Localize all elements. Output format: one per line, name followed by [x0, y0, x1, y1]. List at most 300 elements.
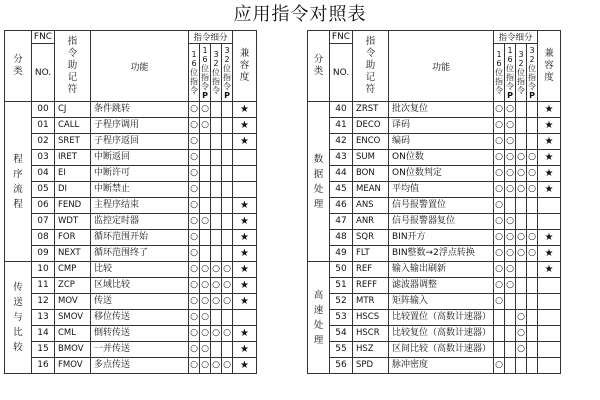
category-cell: 高速处理	[308, 262, 330, 374]
function-desc: 中断禁止	[91, 182, 189, 198]
mark-16bit: ○	[189, 230, 200, 246]
mark-16bit-p: ○	[505, 166, 516, 182]
compat-star	[538, 198, 561, 214]
compat-star	[233, 150, 257, 166]
table-row	[5, 214, 257, 230]
mark-16bit	[494, 310, 505, 326]
mark-32bit	[211, 118, 222, 134]
mark-32bit	[516, 262, 527, 278]
mnemonic: HSZ	[353, 342, 389, 358]
compat-header: 兼容度	[538, 31, 561, 102]
table-row	[308, 118, 561, 134]
mnemonic: FEND	[55, 198, 91, 214]
mark-32bit-p	[222, 246, 233, 262]
b32-header: 3 2 位 指 令	[516, 44, 527, 102]
table-row	[5, 342, 257, 358]
mark-16bit: ○	[189, 198, 200, 214]
mnemonic: CALL	[55, 118, 91, 134]
function-desc: 平均值	[389, 182, 494, 198]
table-row	[308, 134, 561, 150]
function-desc: 主程序结束	[91, 198, 189, 214]
mark-32bit-p	[527, 198, 538, 214]
fnc-number: 44	[330, 166, 353, 182]
table-row	[5, 230, 257, 246]
fnc-number: 11	[32, 278, 55, 294]
table-row	[5, 102, 257, 118]
function-desc: 倒转传送	[91, 326, 189, 342]
mark-32bit-p: ○	[222, 326, 233, 342]
compat-star	[538, 278, 561, 294]
compat-star	[233, 166, 257, 182]
mnemonic: EI	[55, 166, 91, 182]
mark-16bit-p	[200, 150, 211, 166]
mnemonic: IRET	[55, 150, 91, 166]
compat-star: ★	[233, 326, 257, 342]
mnemonic: MTR	[353, 294, 389, 310]
no-header: NO.	[330, 44, 353, 102]
subdivision-header: 指令细分	[189, 31, 233, 44]
mnemonic: FLT	[353, 246, 389, 262]
mark-16bit-p: ○	[200, 102, 211, 118]
function-desc: 移位传送	[91, 310, 189, 326]
mark-32bit-p: ○	[527, 246, 538, 262]
mnemonic: REFF	[353, 278, 389, 294]
mnemonic: SQR	[353, 230, 389, 246]
function-desc: 批次复位	[389, 102, 494, 118]
mark-16bit-p: ○	[505, 214, 516, 230]
category-header: 分类	[5, 31, 32, 102]
mark-16bit: ○	[494, 182, 505, 198]
mark-16bit-p: ○	[200, 294, 211, 310]
mark-16bit: ○	[494, 134, 505, 150]
mark-32bit-p	[527, 134, 538, 150]
fnc-number: 15	[32, 342, 55, 358]
fnc-number: 52	[330, 294, 353, 310]
mark-32bit: ○	[211, 358, 222, 374]
mark-16bit: ○	[494, 278, 505, 294]
mark-16bit-p: ○	[505, 182, 516, 198]
table-row	[5, 134, 257, 150]
category-cell: 传送与比较	[5, 262, 32, 374]
mark-16bit: ○	[494, 262, 505, 278]
mark-16bit: ○	[189, 102, 200, 118]
mark-32bit-p	[222, 342, 233, 358]
fnc-header: FNC	[32, 31, 55, 44]
function-desc: 中断许可	[91, 166, 189, 182]
function-desc: BIN开方	[389, 230, 494, 246]
mark-32bit	[211, 182, 222, 198]
mark-16bit-p: ○	[200, 342, 211, 358]
fnc-number: 02	[32, 134, 55, 150]
compat-star: ★	[538, 262, 561, 278]
fnc-number: 51	[330, 278, 353, 294]
compat-star: ★	[538, 230, 561, 246]
fnc-number: 56	[330, 358, 353, 374]
mark-16bit: ○	[189, 310, 200, 326]
table-row	[308, 358, 561, 374]
mark-32bit	[211, 214, 222, 230]
fnc-number: 06	[32, 198, 55, 214]
function-desc: 传送	[91, 294, 189, 310]
b32-header: 3 2 位 指 令	[211, 44, 222, 102]
compat-star: ★	[538, 118, 561, 134]
function-desc: 比较	[91, 262, 189, 278]
mnemonic: DI	[55, 182, 91, 198]
table-row	[5, 150, 257, 166]
mnemonic: SRET	[55, 134, 91, 150]
mark-32bit: ○	[516, 342, 527, 358]
compat-star: ★	[233, 246, 257, 262]
function-desc: 矩阵输入	[389, 294, 494, 310]
compat-star	[233, 310, 257, 326]
table-row	[5, 246, 257, 262]
table-row	[308, 102, 561, 118]
mnemonic-header: 指令助记符	[55, 31, 91, 102]
table-row	[308, 230, 561, 246]
compat-star	[538, 310, 561, 326]
mark-32bit: ○	[516, 166, 527, 182]
mark-16bit: ○	[189, 358, 200, 374]
mark-16bit-p: ○	[505, 118, 516, 134]
fnc-number: 53	[330, 310, 353, 326]
mark-16bit: ○	[494, 358, 505, 374]
mnemonic: HSCR	[353, 326, 389, 342]
mark-32bit-p: ○	[222, 278, 233, 294]
mnemonic: DECO	[353, 118, 389, 134]
compat-star: ★	[538, 102, 561, 118]
compat-star	[538, 326, 561, 342]
table-row	[5, 262, 257, 278]
mark-32bit: ○	[211, 278, 222, 294]
mark-32bit	[211, 310, 222, 326]
mnemonic: ANS	[353, 198, 389, 214]
compat-star: ★	[233, 118, 257, 134]
mark-16bit-p	[505, 342, 516, 358]
table-row	[308, 182, 561, 198]
mark-16bit-p: ○	[505, 246, 516, 262]
mark-32bit	[211, 150, 222, 166]
function-desc: 监控定时器	[91, 214, 189, 230]
fnc-number: 13	[32, 310, 55, 326]
table-row	[5, 310, 257, 326]
fnc-number: 46	[330, 198, 353, 214]
function-desc: 译码	[389, 118, 494, 134]
compat-star	[233, 182, 257, 198]
fnc-number: 43	[330, 150, 353, 166]
mark-32bit	[211, 134, 222, 150]
table-row	[308, 246, 561, 262]
mark-32bit: ○	[211, 326, 222, 342]
fnc-number: 08	[32, 230, 55, 246]
b16p-header: 1 6 位 指 令 P	[506, 45, 514, 100]
function-desc: BIN整数→2浮点转换	[389, 246, 494, 262]
b16-header: 1 6 位 指 令	[494, 44, 505, 102]
mark-16bit-p	[200, 166, 211, 182]
mark-16bit	[494, 326, 505, 342]
mark-32bit-p	[527, 326, 538, 342]
mark-32bit: ○	[211, 262, 222, 278]
mark-32bit-p: ○	[222, 262, 233, 278]
mark-32bit	[516, 294, 527, 310]
mark-16bit: ○	[494, 294, 505, 310]
function-desc: 编码	[389, 134, 494, 150]
table-row	[308, 198, 561, 214]
b32p-header: 3 2 位 指 令 P	[528, 45, 536, 100]
table-row	[308, 342, 561, 358]
mark-16bit: ○	[189, 246, 200, 262]
mark-32bit-p: ○	[222, 294, 233, 310]
mark-16bit-p: ○	[505, 102, 516, 118]
no-header: NO.	[32, 44, 55, 102]
b16p-header: 1 6 位 指 令 P	[201, 45, 209, 100]
mark-16bit-p: ○	[505, 134, 516, 150]
mark-32bit-p	[222, 150, 233, 166]
table-row	[5, 166, 257, 182]
mark-16bit-p: ○	[200, 358, 211, 374]
mark-32bit	[516, 278, 527, 294]
left-instruction-table	[4, 30, 257, 374]
mnemonic: MOV	[55, 294, 91, 310]
function-desc: 滤波器调整	[389, 278, 494, 294]
mnemonic: ANR	[353, 214, 389, 230]
mark-32bit: ○	[516, 230, 527, 246]
compat-star: ★	[233, 198, 257, 214]
fnc-number: 47	[330, 214, 353, 230]
compat-star: ★	[538, 150, 561, 166]
mark-16bit: ○	[494, 150, 505, 166]
mark-16bit: ○	[189, 214, 200, 230]
compat-star: ★	[233, 134, 257, 150]
mark-32bit-p	[527, 214, 538, 230]
table-row	[308, 262, 561, 278]
mnemonic: SPD	[353, 358, 389, 374]
compat-header: 兼容度	[233, 31, 257, 102]
table-row	[5, 198, 257, 214]
compat-star: ★	[233, 342, 257, 358]
fnc-number: 00	[32, 102, 55, 118]
mark-32bit-p	[222, 214, 233, 230]
function-desc: 子程序返回	[91, 134, 189, 150]
right-table	[307, 30, 561, 374]
mark-16bit: ○	[494, 214, 505, 230]
function-desc: 中断返回	[91, 150, 189, 166]
compat-star: ★	[233, 102, 257, 118]
mnemonic: REF	[353, 262, 389, 278]
mark-32bit-p: ○	[527, 230, 538, 246]
category-header: 分类	[308, 31, 330, 102]
mark-32bit	[516, 358, 527, 374]
table-row	[5, 358, 257, 374]
mark-16bit	[494, 342, 505, 358]
table-row	[5, 182, 257, 198]
function-desc: 区域比较	[91, 278, 189, 294]
mark-32bit-p	[222, 310, 233, 326]
mark-32bit	[211, 166, 222, 182]
table-row	[308, 326, 561, 342]
mnemonic: NEXT	[55, 246, 91, 262]
mark-16bit-p	[505, 310, 516, 326]
subdivision-header: 指令细分	[494, 31, 538, 44]
mark-16bit: ○	[494, 118, 505, 134]
left-table	[4, 30, 257, 374]
fnc-header: FNC	[330, 31, 353, 44]
fnc-number: 04	[32, 166, 55, 182]
b32p-header: 3 2 位 指 令 P	[223, 45, 231, 100]
fnc-number: 55	[330, 342, 353, 358]
mark-32bit-p	[222, 198, 233, 214]
mark-16bit-p	[505, 198, 516, 214]
mark-16bit-p: ○	[200, 214, 211, 230]
mark-16bit: ○	[494, 166, 505, 182]
compat-star: ★	[538, 134, 561, 150]
mnemonic: SMOV	[55, 310, 91, 326]
mark-16bit-p	[200, 230, 211, 246]
mnemonic: BMOV	[55, 342, 91, 358]
function-desc: 区间比较（高数计速器）	[389, 342, 494, 358]
mark-16bit: ○	[189, 182, 200, 198]
function-header: 功能	[91, 31, 189, 102]
mnemonic: ZRST	[353, 102, 389, 118]
fnc-number: 48	[330, 230, 353, 246]
compat-star	[538, 294, 561, 310]
mark-32bit-p	[527, 102, 538, 118]
compat-star	[538, 358, 561, 374]
fnc-number: 09	[32, 246, 55, 262]
mark-16bit-p	[200, 182, 211, 198]
mark-32bit: ○	[516, 182, 527, 198]
fnc-number: 49	[330, 246, 353, 262]
function-desc: 一并传送	[91, 342, 189, 358]
table-row	[5, 118, 257, 134]
mark-32bit-p	[527, 278, 538, 294]
mark-32bit: ○	[211, 294, 222, 310]
mark-32bit: ○	[516, 310, 527, 326]
fnc-number: 16	[32, 358, 55, 374]
mark-32bit	[211, 230, 222, 246]
function-desc: 信号报警置位	[389, 198, 494, 214]
mnemonic: MEAN	[353, 182, 389, 198]
mark-16bit-p	[505, 294, 516, 310]
function-desc: ON位数	[389, 150, 494, 166]
mnemonic: BON	[353, 166, 389, 182]
fnc-number: 05	[32, 182, 55, 198]
compat-star: ★	[538, 166, 561, 182]
mnemonic: HSCS	[353, 310, 389, 326]
function-desc: 多点传送	[91, 358, 189, 374]
mark-32bit	[516, 214, 527, 230]
mark-16bit: ○	[189, 118, 200, 134]
mark-32bit-p	[222, 102, 233, 118]
mark-16bit: ○	[494, 198, 505, 214]
mark-16bit-p	[505, 358, 516, 374]
compat-star: ★	[233, 278, 257, 294]
function-desc: 循环范围开始	[91, 230, 189, 246]
mark-16bit: ○	[189, 134, 200, 150]
mnemonic: ENCO	[353, 134, 389, 150]
category-cell: 数据处理	[308, 102, 330, 262]
mark-16bit-p: ○	[505, 230, 516, 246]
mark-16bit: ○	[189, 278, 200, 294]
fnc-number: 50	[330, 262, 353, 278]
mark-32bit-p	[527, 118, 538, 134]
fnc-number: 12	[32, 294, 55, 310]
function-desc: 脉冲密度	[389, 358, 494, 374]
mark-16bit-p: ○	[200, 310, 211, 326]
mark-16bit: ○	[189, 262, 200, 278]
fnc-number: 45	[330, 182, 353, 198]
table-row	[308, 294, 561, 310]
table-row	[308, 214, 561, 230]
mark-32bit-p	[527, 342, 538, 358]
mark-16bit: ○	[189, 294, 200, 310]
compat-star: ★	[233, 358, 257, 374]
mark-16bit: ○	[189, 326, 200, 342]
compat-star	[538, 214, 561, 230]
function-desc: 比较置位（高数计速器）	[389, 310, 494, 326]
mnemonic: CML	[55, 326, 91, 342]
mnemonic-header: 指令助记符	[353, 31, 389, 102]
compat-star: ★	[233, 294, 257, 310]
compat-star: ★	[233, 230, 257, 246]
mark-16bit-p: ○	[200, 278, 211, 294]
mark-32bit-p	[222, 230, 233, 246]
fnc-number: 01	[32, 118, 55, 134]
mark-32bit-p: ○	[527, 166, 538, 182]
mark-32bit	[211, 246, 222, 262]
fnc-number: 03	[32, 150, 55, 166]
mark-32bit-p	[527, 310, 538, 326]
mark-32bit: ○	[516, 326, 527, 342]
mark-32bit-p	[527, 358, 538, 374]
mark-32bit-p: ○	[222, 358, 233, 374]
mark-32bit-p	[222, 118, 233, 134]
mark-32bit-p	[222, 166, 233, 182]
fnc-number: 41	[330, 118, 353, 134]
mark-16bit: ○	[189, 342, 200, 358]
table-row	[308, 166, 561, 182]
mark-32bit	[516, 102, 527, 118]
compat-star: ★	[538, 246, 561, 262]
function-desc: 信号报警器复位	[389, 214, 494, 230]
mark-16bit-p: ○	[505, 262, 516, 278]
mark-32bit	[211, 198, 222, 214]
fnc-number: 40	[330, 102, 353, 118]
mark-32bit-p: ○	[527, 182, 538, 198]
mnemonic: CJ	[55, 102, 91, 118]
right-instruction-table	[307, 30, 561, 374]
mark-16bit-p	[200, 198, 211, 214]
mark-16bit-p: ○	[200, 326, 211, 342]
mnemonic: SUM	[353, 150, 389, 166]
table-row	[5, 278, 257, 294]
b16-header: 1 6 位 指 令	[189, 44, 200, 102]
mark-32bit-p	[222, 134, 233, 150]
function-desc: 条件跳转	[91, 102, 189, 118]
mark-32bit	[516, 118, 527, 134]
mark-16bit-p: ○	[200, 118, 211, 134]
mnemonic: CMP	[55, 262, 91, 278]
mark-16bit: ○	[189, 150, 200, 166]
mark-16bit: ○	[189, 166, 200, 182]
function-desc: 比较复位（高数计速器）	[389, 326, 494, 342]
function-header: 功能	[389, 31, 494, 102]
compat-star: ★	[233, 214, 257, 230]
mark-32bit: ○	[516, 246, 527, 262]
mark-32bit-p	[527, 294, 538, 310]
compat-star	[538, 342, 561, 358]
mark-16bit: ○	[494, 102, 505, 118]
mark-32bit	[211, 102, 222, 118]
